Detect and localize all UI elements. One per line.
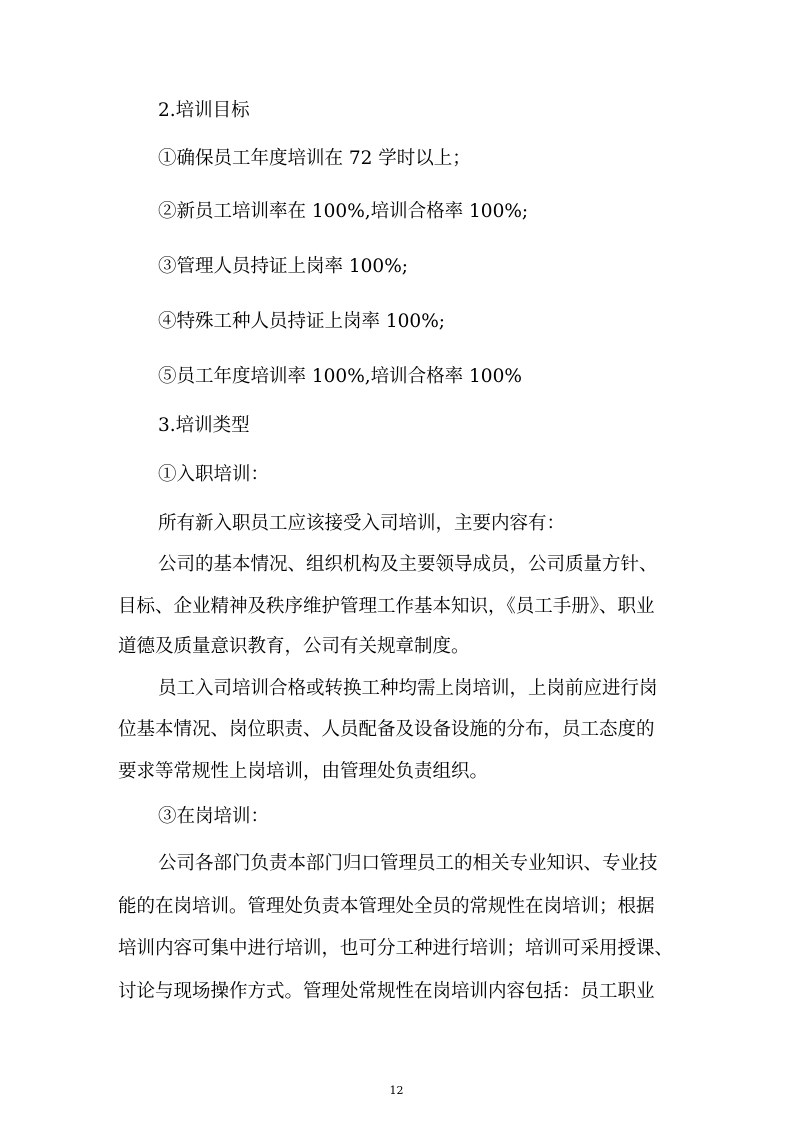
- subheading-on-the-job-training: ③在岗培训：: [158, 806, 270, 827]
- paragraph-line: 位基本情况、岗位职责、人员配备及设备设施的分布，员工态度的: [118, 719, 655, 740]
- goal-item-2: ②新员工培训率在 100%,培训合格率 100%;: [158, 201, 529, 222]
- paragraph-line: 员工入司培训合格或转换工种均需上岗培训，上岗前应进行岗: [158, 678, 658, 699]
- paragraph-line: 道德及质量意识教育，公司有关规章制度。: [118, 636, 470, 657]
- goal-item-4: ④特殊工种人员持证上岗率 100%;: [158, 311, 446, 332]
- paragraph-line: 要求等常规性上岗培训，由管理处负责组织。: [118, 761, 489, 782]
- paragraph-line: 公司各部门负责本部门归口管理员工的相关专业知识、专业技: [158, 853, 658, 874]
- paragraph-line: 目标、企业精神及秩序维护管理工作基本知识，《员工手册》、职业: [118, 596, 655, 617]
- section-heading-training-types: 3.培训类型: [158, 415, 250, 436]
- paragraph-line: 所有新入职员工应该接受入司培训，主要内容有：: [158, 513, 566, 534]
- subheading-onboarding-training: ①入职培训：: [158, 464, 270, 485]
- goal-item-5: ⑤员工年度培训率 100%,培训合格率 100%: [158, 366, 522, 387]
- page-number: 12: [389, 1084, 404, 1097]
- paragraph-line: 公司的基本情况、组织机构及主要领导成员，公司质量方针、: [158, 554, 658, 575]
- paragraph-line: 讨论与现场操作方式。管理处常规性在岗培训内容包括：员工职业: [118, 981, 655, 1002]
- goal-item-3: ③管理人员持证上岗率 100%;: [158, 256, 409, 277]
- paragraph-line: 培训内容可集中进行培训，也可分工种进行培训；培训可采用授课、: [118, 938, 674, 959]
- paragraph-line: 能的在岗培训。管理处负责本管理处全员的常规性在岗培训；根据: [118, 896, 655, 917]
- goal-item-1: ①确保员工年度培训在 72 学时以上；: [158, 148, 471, 169]
- section-heading-training-goals: 2.培训目标: [158, 100, 250, 121]
